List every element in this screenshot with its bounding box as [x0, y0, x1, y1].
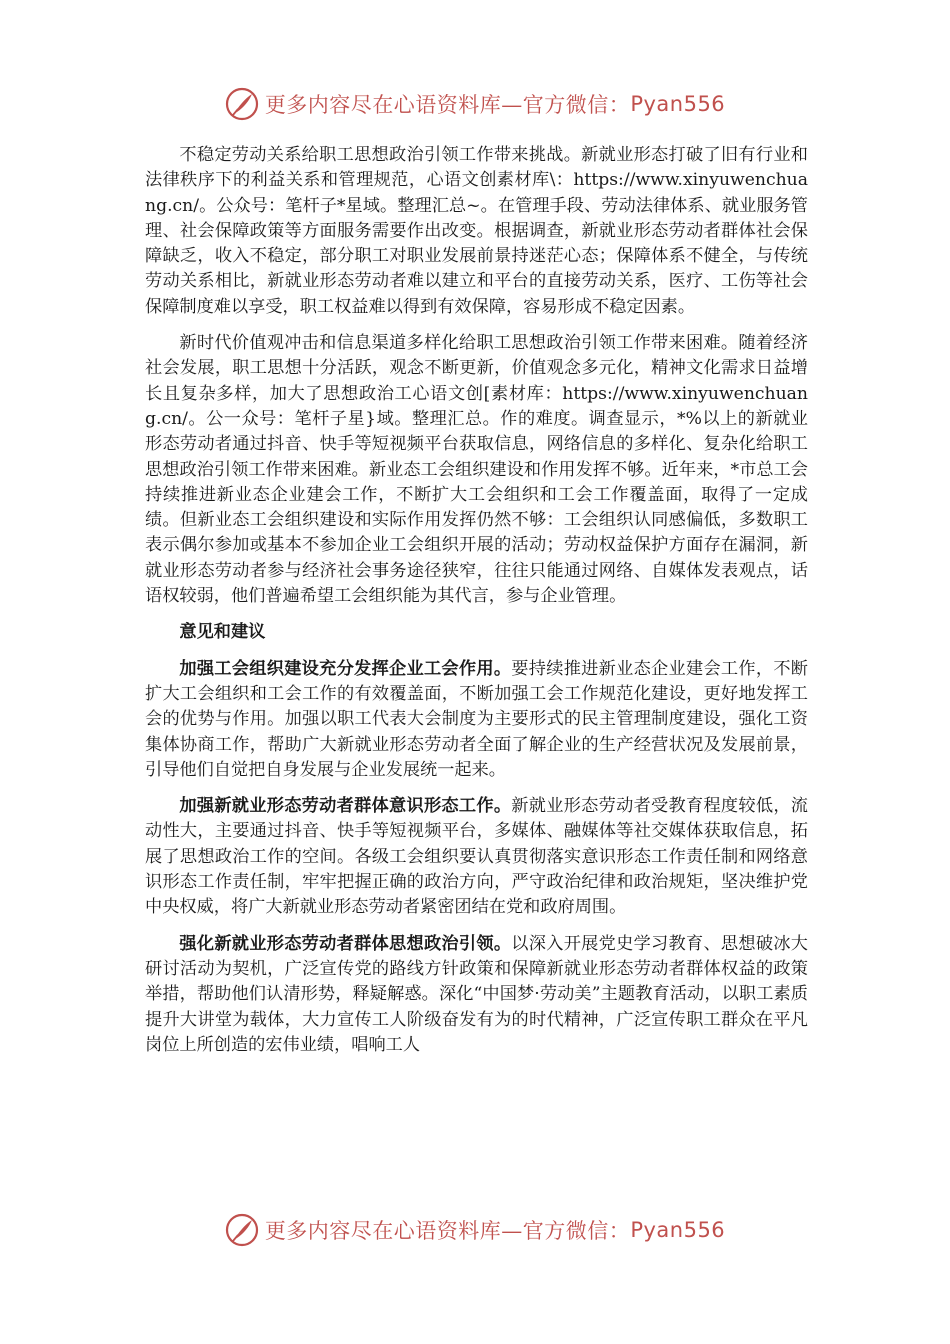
suggestion-lead: 强化新就业形态劳动者群体思想政治引领。: [179, 933, 512, 954]
suggestion-text: 要持续推进新业态企业建会工作，不断扩大工会组织和工会工作的有效覆盖面，不断加强工会工作规范化建设，更好地发挥工会的优势与作用。加强以职工代表大会制度为主要形式的民主管理制度建设，强化工资集体协商工作，帮助广大新就业形态劳动者全面了解企业的生产经营状况及发展前景，引导他们自觉把自身发展与企业发展统一起来。: [145, 658, 808, 780]
paragraph-text: 新时代价值观冲击和信息渠道多样化给职工思想政治引领工作带来困难。随着经济社会发展，职工思想十分活跃，观念不断更新，价值观念多元化，精神文化需求日益增长且复杂多样，加大了思想政治工心语文创[素材库：https://www.xinyuwenchuang.cn/。公一众号：笔杆子星}域。整理汇总。作的难度。调查显示，*%以上的新就业形态劳动者通过抖音、快手等短视频平台获取信息，网络信息的多样化、复杂化给职工思想政治引领工作带来困难。新业态工会组织建设和作用发挥不够。近年来，*市总工会持续推进新业态企业建会工作，不断扩大工会组织和工会工作覆盖面，取得了一定成绩。但新业态工会组织建设和实际作用发挥仍然不够：工会组织认同感偏低，多数职工表示偶尔参加或基本不参加企业工会组织开展的活动；劳动权益保护方面存在漏洞，新就业形态劳动者参与经济社会事务途径狭窄，往往只能通过网络、自媒体发表观点，话语权较弱，他们普遍希望工会组织能为其代言，参与企业管理。: [145, 333, 808, 607]
banner-wechat-id: Pyan556: [630, 1218, 726, 1242]
section-heading: 意见和建议: [179, 622, 266, 643]
paragraph: [145, 331, 808, 609]
banner-wechat-id: Pyan556: [630, 92, 726, 116]
banner-text: 更多内容尽在心语资料库—官方微信：: [264, 1219, 631, 1243]
header-banner: [0, 84, 950, 124]
quill-logo-icon: [225, 87, 259, 121]
footer-banner: [0, 1210, 950, 1250]
suggestion-paragraph: [145, 932, 808, 1058]
suggestion-text: 新就业形态劳动者受教育程度较低，流动性大，主要通过抖音、快手等短视频平台，多媒体、融媒体等社交媒体获取信息，拓展了思想政治工作的空间。各级工会组织要认真贯彻落实意识形态工作责任制和网络意识形态工作责任制，牢牢把握正确的政治方向，严守政治纪律和政治规矩，坚决维护党中央权威，将广大新就业形态劳动者紧密团结在党和政府周围。: [145, 796, 808, 918]
suggestion-text: 以深入开展党史学习教育、思想破冰大研讨活动为契机，广泛宣传党的路线方针政策和保障新就业形态劳动者群体权益的政策举措，帮助他们认清形势，释疑解惑。深化“中国梦·劳动美”主题教育活动，以职工素质提升大讲堂为载体，大力宣传工人阶级奋发有为的时代精神，广泛宣传职工群众在平凡岗位上所创造的宏伟业绩，唱响工人: [145, 933, 808, 1055]
document-body: [145, 143, 808, 1069]
suggestion-paragraph: [145, 657, 808, 783]
paragraph: [145, 143, 808, 320]
banner-text: 更多内容尽在心语资料库—官方微信：: [264, 93, 631, 117]
suggestion-paragraph: [145, 794, 808, 920]
paragraph-text: 不稳定劳动关系给职工思想政治引领工作带来挑战。新就业形态打破了旧有行业和法律秩序下的利益关系和管理规范，心语文创素材库\：https://www.xinyuwenchuang.cn/。公众号：笔杆子*星域。整理汇总~。在管理手段、劳动法律体系、就业服务管理、社会保障政策等方面服务需要作出改变。根据调查，新就业形态劳动者群体社会保障缺乏，收入不稳定，部分职工对职业发展前景持迷茫心态；保障体系不健全，与传统劳动关系相比，新就业形态劳动者难以建立和平台的直接劳动关系，医疗、工伤等社会保障制度难以享受，职工权益难以得到有效保障，容易形成不稳定因素。: [145, 145, 808, 317]
suggestion-lead: 加强工会组织建设充分发挥企业工会作用。: [179, 658, 512, 679]
suggestion-lead: 加强新就业形态劳动者群体意识形态工作。: [179, 796, 512, 817]
quill-logo-icon: [225, 1213, 259, 1247]
